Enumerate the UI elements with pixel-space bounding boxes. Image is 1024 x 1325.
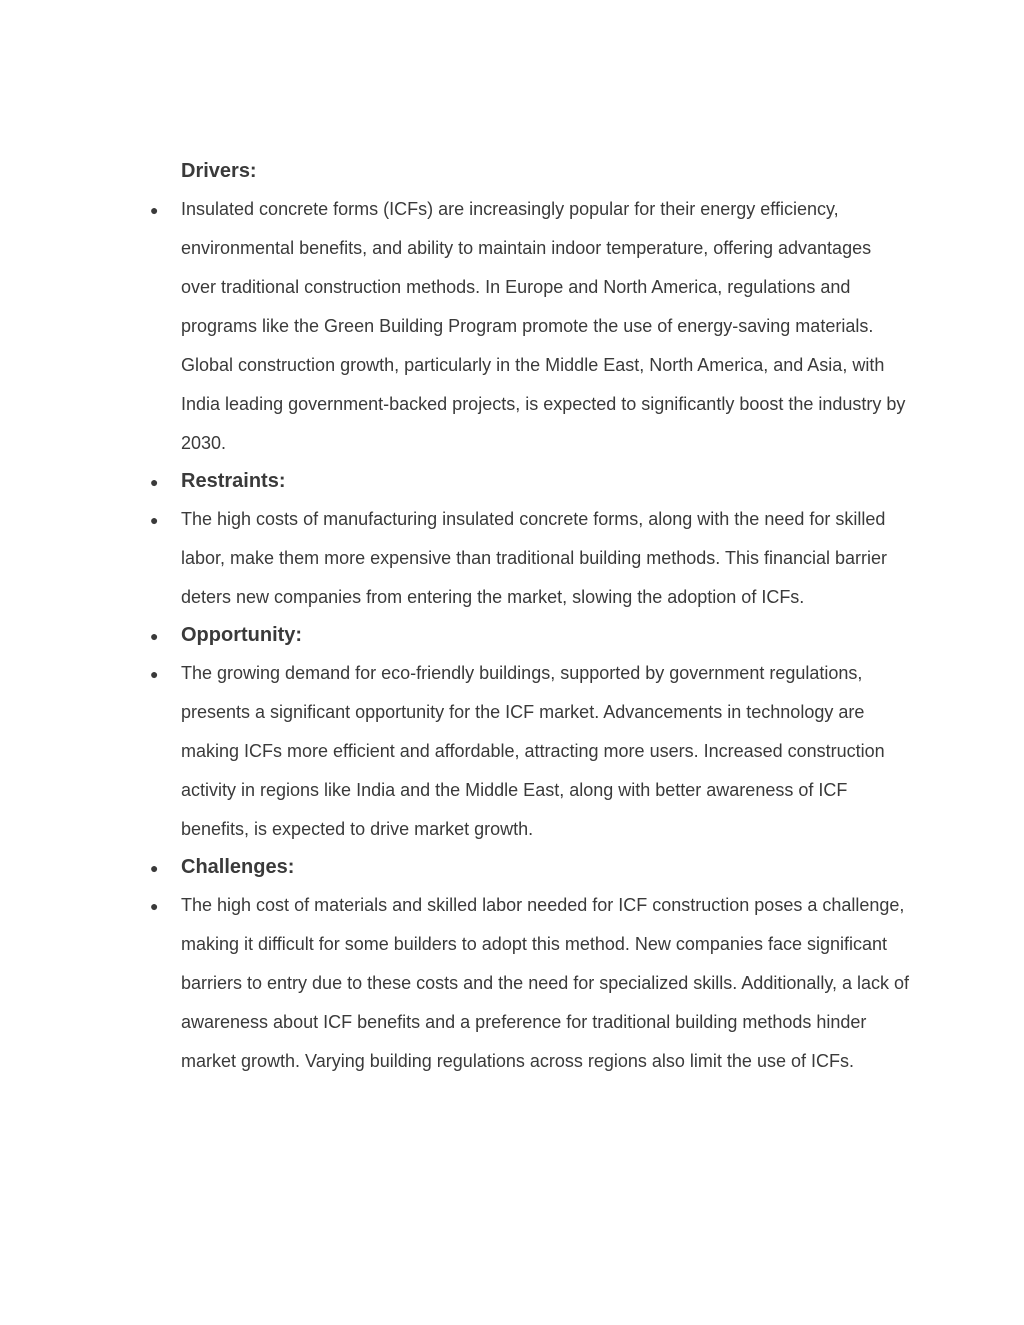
section-heading-challenges: Challenges: <box>181 856 295 878</box>
list-item-challenges-heading <box>150 852 910 882</box>
bullet-icon: ● <box>150 666 159 682</box>
paragraph-opportunity: The growing demand for eco-friendly buildings, supported by government regulations, presents a significant opportunity for the ICF market. Advancements in technology are making ICFs more efficient and affordable, attracting more users. Increased construction activity in regions like India and the Middle East, along with better awareness of ICF benefits, is expected to drive market growth. <box>181 663 885 839</box>
section-heading-drivers-row <box>150 156 910 186</box>
list-item-restraints-heading <box>150 466 910 496</box>
bullet-icon: ● <box>150 474 159 490</box>
document-body <box>150 156 910 1084</box>
list-item-challenges <box>150 886 910 1081</box>
section-heading-drivers: Drivers: <box>181 160 257 182</box>
paragraph-restraints: The high costs of manufacturing insulated concrete forms, along with the need for skilled labor, make them more expensive than traditional building methods. This financial barrier deters new companies from entering the market, slowing the adoption of ICFs. <box>181 509 888 607</box>
list-item-restraints <box>150 500 910 617</box>
section-heading-restraints: Restraints: <box>181 470 286 492</box>
paragraph-challenges: The high cost of materials and skilled labor needed for ICF construction poses a challenge, making it difficult for some builders to adopt this method. New companies face significant barriers to entry due to these costs and the need for specialized skills. Additionally, a lack of awareness about ICF benefits and a preference for traditional building methods hinder market growth. Varying building regulations across regions also limit the use of ICFs. <box>181 895 910 1071</box>
list-item-opportunity <box>150 654 910 849</box>
list-item-drivers <box>150 190 910 463</box>
section-heading-opportunity: Opportunity: <box>181 624 303 646</box>
bullet-icon: ● <box>150 512 159 528</box>
bullet-icon: ● <box>150 860 159 876</box>
bullet-icon: ● <box>150 202 159 218</box>
bullet-icon: ● <box>150 898 159 914</box>
list-item-opportunity-heading <box>150 620 910 650</box>
bullet-icon: ● <box>150 628 159 644</box>
paragraph-drivers: Insulated concrete forms (ICFs) are increasingly popular for their energy efficiency, environmental benefits, and ability to maintain indoor temperature, offering advantages over traditional construction methods. In Europe and North America, regulations and programs like the Green Building Program promote the use of energy-saving materials. Global construction growth, particularly in the Middle East, North America, and Asia, with India leading government-backed projects, is expected to significantly boost the industry by 2030. <box>181 199 906 453</box>
